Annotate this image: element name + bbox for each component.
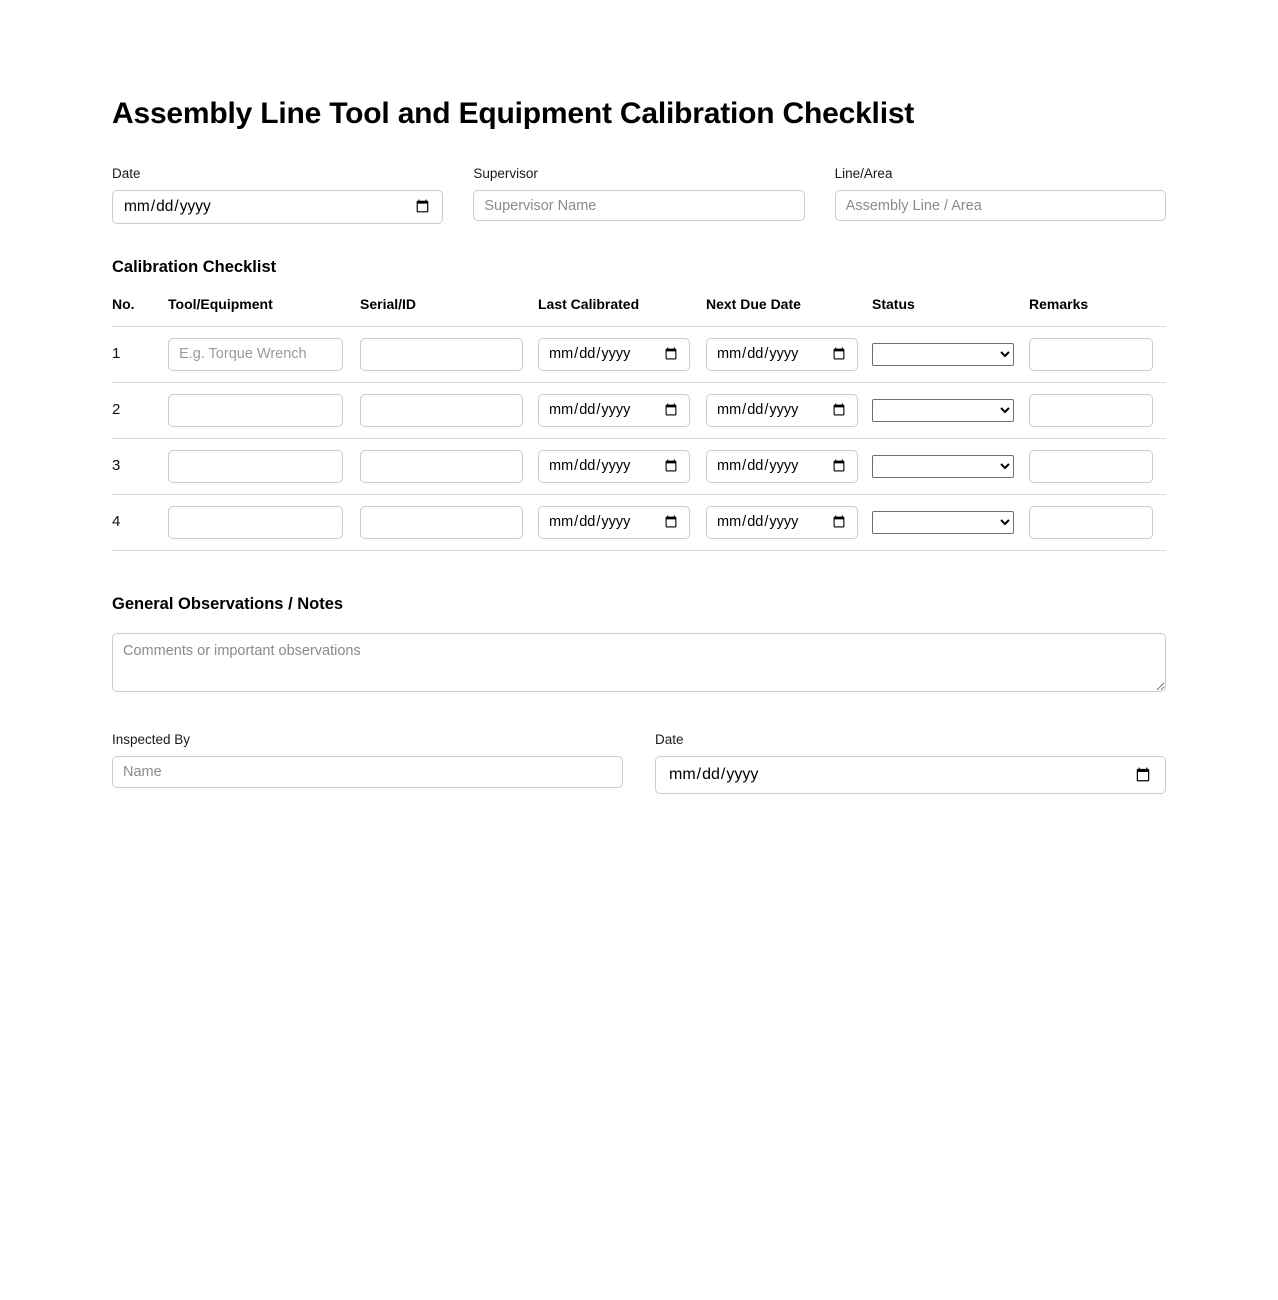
tool-input[interactable] — [168, 394, 343, 427]
form-meta-row — [112, 166, 1166, 224]
notes-heading: General Observations / Notes — [112, 594, 344, 613]
inspection-date-input[interactable] — [655, 756, 1166, 794]
remarks-input[interactable] — [1029, 394, 1153, 427]
column-header-tool: Tool/Equipment — [168, 296, 360, 327]
column-header-remarks: Remarks — [1029, 296, 1166, 327]
serial-input[interactable] — [360, 338, 523, 371]
field-inspected-by — [112, 732, 623, 794]
date-label: Date — [112, 166, 141, 181]
inspected-by-input[interactable] — [112, 756, 623, 788]
table-header-row — [112, 296, 1166, 327]
status-select[interactable] — [872, 511, 1014, 534]
signoff-row — [112, 732, 1166, 794]
column-header-no: No. — [112, 296, 168, 327]
remarks-input[interactable] — [1029, 338, 1153, 371]
field-line-area — [835, 166, 1166, 224]
remarks-input[interactable] — [1029, 450, 1153, 483]
supervisor-label: Supervisor — [473, 166, 538, 181]
page-title: Assembly Line Tool and Equipment Calibration Checklist — [112, 97, 915, 130]
column-header-next-due: Next Due Date — [706, 296, 872, 327]
last-calibrated-input[interactable] — [538, 506, 690, 539]
table-row — [112, 326, 1166, 382]
general-observations-block — [112, 595, 1166, 692]
notes-textarea[interactable] — [112, 633, 1166, 692]
table-row — [112, 382, 1166, 438]
table-row — [112, 438, 1166, 494]
field-supervisor — [473, 166, 804, 224]
next-due-input[interactable] — [706, 506, 858, 539]
serial-input[interactable] — [360, 450, 523, 483]
inspection-date-label: Date — [655, 731, 684, 747]
next-due-input[interactable] — [706, 450, 858, 483]
row-number: 2 — [112, 401, 121, 419]
field-inspection-date — [655, 732, 1166, 794]
table-body — [112, 326, 1166, 550]
table-row — [112, 494, 1166, 550]
status-select[interactable] — [872, 343, 1014, 366]
line-area-label: Line/Area — [834, 166, 893, 181]
serial-input[interactable] — [360, 506, 523, 539]
field-date — [112, 166, 443, 224]
remarks-input[interactable] — [1029, 506, 1153, 539]
serial-input[interactable] — [360, 394, 523, 427]
last-calibrated-input[interactable] — [538, 338, 690, 371]
table-header — [112, 296, 1166, 327]
last-calibrated-input[interactable] — [538, 450, 690, 483]
calibration-checklist-table — [112, 296, 1166, 551]
column-header-serial: Serial/ID — [360, 296, 538, 327]
supervisor-input[interactable] — [473, 190, 804, 221]
column-header-status: Status — [872, 296, 1029, 327]
last-calibrated-input[interactable] — [538, 394, 690, 427]
date-input[interactable] — [112, 190, 443, 224]
status-select[interactable] — [872, 399, 1014, 422]
column-header-last-calibrated: Last Calibrated — [538, 296, 706, 327]
row-number: 4 — [112, 513, 121, 531]
line-area-input[interactable] — [835, 190, 1166, 221]
inspected-by-label: Inspected By — [112, 731, 191, 747]
next-due-input[interactable] — [706, 394, 858, 427]
status-select[interactable] — [872, 455, 1014, 478]
row-number: 3 — [112, 457, 121, 475]
row-number: 1 — [112, 345, 121, 363]
tool-input[interactable] — [168, 338, 343, 371]
next-due-input[interactable] — [706, 338, 858, 371]
checklist-heading: Calibration Checklist — [112, 258, 277, 277]
tool-input[interactable] — [168, 450, 343, 483]
tool-input[interactable] — [168, 506, 343, 539]
